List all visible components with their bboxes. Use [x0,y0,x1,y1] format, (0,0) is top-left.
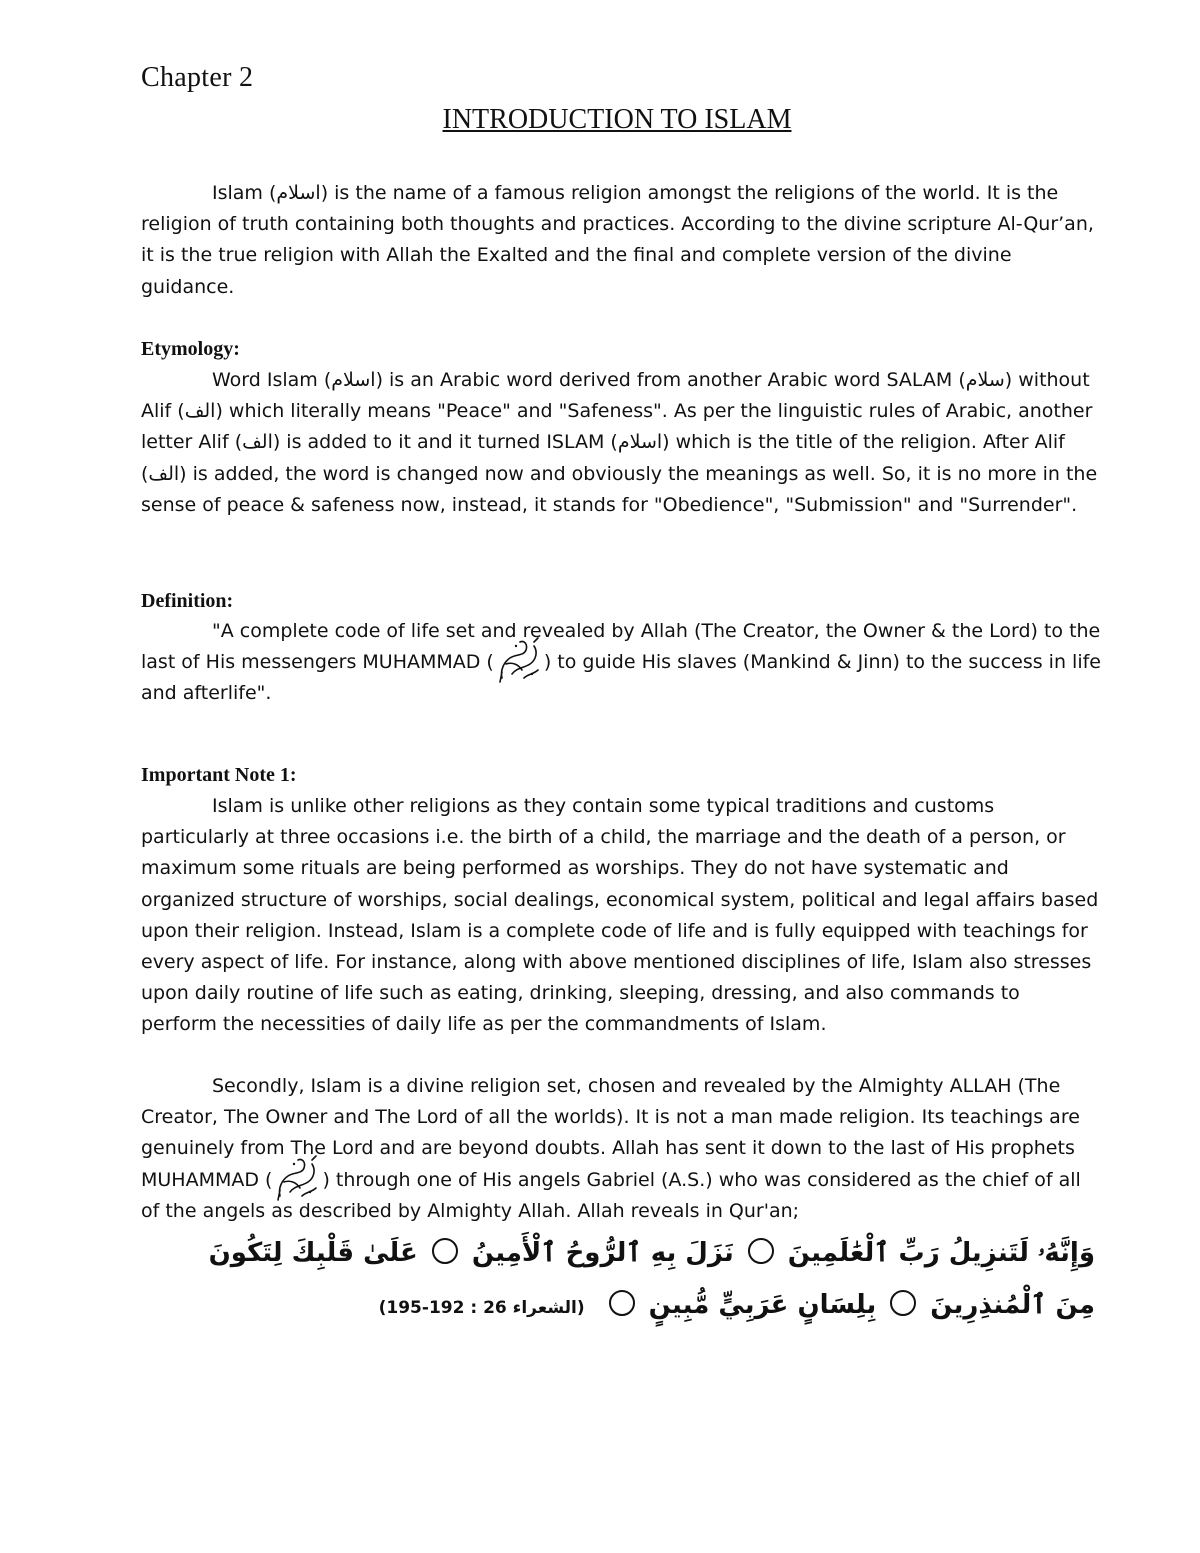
etymology-text-6: ) which is the title of the religion. After Alif ( [141,431,1065,485]
etymology-heading: Etymology: [141,338,240,360]
arabic-word-islam: اسلام [276,182,321,204]
arabic-word-alif: الف [184,400,216,423]
ayah-end-icon [609,1290,635,1316]
note-paragraph-1 [141,791,1101,1041]
important-note-heading: Important Note 1: [141,764,297,786]
etymology-text-3: ) without Alif ( [141,369,1090,423]
ayah-end-icon [432,1238,458,1264]
definition-heading: Definition: [141,590,234,612]
quran-verse-192: وَإِنَّهُۥ لَتَنزِيلُ رَبِّ ٱلْعَٰلَمِينَ [787,1238,1095,1268]
quran-verse-line-2 [379,1290,1095,1320]
etymology-text-4: ) which literally means "Peace" and "Safeness". As per the linguistic rules of Arabic, another letter Alif ( [141,400,1093,454]
etymology-text-5: ) is added to it and it turned ISLAM ( [272,431,618,454]
intro-paragraph [141,178,1101,303]
etymology-text-7: ) is added, the word is changed now and obviously the meanings as well. So, it is no more in the sense of peace & safeness now, instead, it stands for "Obedience", "Submission" and "Surrender". [141,462,1098,516]
pbuh-calligraphy-icon [272,1166,322,1190]
intro-text-2: ) is the name of a famous religion amongst the religions of the world. It is the religion of truth containing both thoughts and practices. According to the divine scripture Al-Qur’an, it is the true religion with Allah the Exalted and the final and complete version of the divine guidance. [141,182,1094,298]
arabic-word-islam: اسلام [617,431,663,454]
arabic-word-alif: الف [148,462,180,485]
quran-verse-194-end: مِنَ ٱلْمُنذِرِينَ [930,1290,1095,1320]
quran-reference: (الشعراء 26 : 192-195) [378,1298,585,1318]
note-text-2b: ) through one of His angels Gabriel (A.S.) who was considered as the chief of all of the angels as described by Almighty Allah. Allah reveals in Qur'an; [141,1168,1081,1222]
note-text-2a: Secondly, Islam is a divine religion set, chosen and revealed by the Almighty ALLAH (The Creator, The Owner and The Lord of all the worlds). It is not a man made religion. Its teachings are genuinely from The Lord and are beyond doubts. Allah has sent it down to the last of His prophets MUHAMMAD ( [141,1075,1080,1191]
etymology-paragraph [141,365,1101,521]
chapter-label: Chapter 2 [141,62,254,93]
arabic-word-alif: الف [242,431,273,454]
quran-verse-193: نَزَلَ بِهِ ٱلرُّوحُ ٱلْأَمِينُ [471,1238,734,1268]
quran-verse-194: عَلَىٰ قَلْبِكَ لِتَكُونَ [208,1238,418,1268]
definition-paragraph [141,616,1101,710]
note-text-1: Islam is unlike other religions as they contain some typical traditions and customs particularly at three occasions i.e. the birth of a child, the marriage and the death of a person, or maximum some rituals are being performed as worships. They do not have systematic and organized structure of worships, social dealings, economical system, political and legal affairs based upon their religion. Instead, Islam is a complete code of life and is fully equipped with teachings for every aspect of life. For instance, along with above mentioned disciplines of life, Islam also stresses upon daily routine of life such as eating, drinking, sleeping, dressing, and also commands to perform the necessities of daily life as per the commandments of Islam. [141,795,1099,1036]
ayah-end-icon [890,1290,916,1316]
definition-text-1: "A complete code of life set and revealed by Allah (The Creator, the Owner & the Lord) to the last of His messengers MUHAMMAD ( [141,620,1101,674]
page-title: INTRODUCTION TO ISLAM [442,104,792,135]
arabic-word-islam: اسلام [331,369,376,391]
ayah-end-icon [748,1238,774,1264]
etymology-text-2: ) is an Arabic word derived from another Arabic word SALAM ( [375,369,966,391]
pbuh-calligraphy-icon [494,648,544,672]
quran-verse-195: بِلِسَانٍ عَرَبِيٍّ مُّبِينٍ [648,1290,877,1320]
intro-text-1: Islam ( [212,182,277,204]
quran-verse-line-1 [209,1238,1095,1269]
etymology-text-1: Word Islam ( [212,369,332,391]
definition-text-2: ) to guide His slaves (Mankind & Jinn) to the success in life and afterlife". [141,651,1101,705]
note-paragraph-2 [141,1071,1101,1227]
arabic-word-salam: سلام [965,369,1005,391]
